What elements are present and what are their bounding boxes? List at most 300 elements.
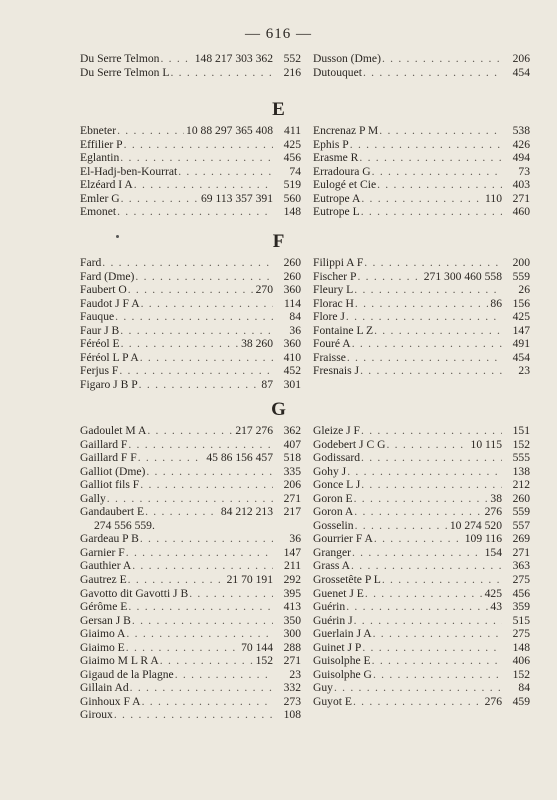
- entry-name: Gavotto dit Gavotti J B: [80, 586, 189, 600]
- index-entry: [80, 532, 301, 546]
- index-entry: [313, 546, 530, 560]
- entry-name: Galliot (Dme): [80, 464, 146, 478]
- entry-last-page: 216: [283, 65, 301, 79]
- entry-last-page: 413: [283, 600, 301, 614]
- index-entry: [80, 695, 301, 709]
- dot-leader: [125, 546, 273, 560]
- index-entry: [80, 256, 301, 270]
- entry-last-page: 147: [283, 545, 301, 559]
- index-entry: [313, 324, 530, 338]
- index-entry: [313, 492, 530, 506]
- entry-last-page: 108: [283, 708, 301, 722]
- index-entry: [313, 451, 530, 465]
- entry-name: Gonce L J: [313, 478, 361, 492]
- entry-last-page: 271: [283, 491, 301, 505]
- entry-name: Emler G: [80, 191, 120, 205]
- entry-last-page: 200: [512, 256, 530, 269]
- entry-last-page: 456: [283, 151, 301, 165]
- entry-page-refs: 84 212 213: [220, 505, 273, 519]
- entry-last-page: 271: [283, 654, 301, 668]
- entry-last-page: 36: [289, 532, 301, 546]
- entry-name: Guyot E: [313, 694, 352, 708]
- entry-name: Giaimo M L R A: [80, 654, 159, 668]
- entry-last-page: 552: [283, 52, 301, 65]
- index-entry: [80, 297, 301, 311]
- entry-last-page: 23: [289, 667, 301, 681]
- dot-leader: [119, 324, 273, 338]
- entry-last-page: 217: [283, 505, 301, 519]
- section-letter-f: F: [272, 231, 285, 252]
- entry-name: Garnier F: [80, 545, 125, 559]
- entry-name: Ebneter: [80, 124, 117, 137]
- index-entry: [80, 178, 301, 192]
- index-entry: [313, 614, 530, 628]
- dot-leader: [353, 283, 502, 297]
- entry-last-page: 360: [283, 337, 301, 351]
- entry-name: Guerlain J A: [313, 627, 372, 641]
- entry-page-refs: 148 217 303 362: [194, 52, 273, 65]
- index-entry: [313, 297, 530, 311]
- index-entry: [313, 478, 530, 492]
- index-entry: [313, 668, 530, 682]
- entry-name: Eulogé et Cie: [313, 178, 377, 192]
- index-entry: [313, 587, 530, 601]
- dot-leader: [177, 165, 273, 179]
- index-entry: [313, 310, 530, 324]
- index-entry: [313, 627, 530, 641]
- entry-last-page: 26: [518, 283, 530, 297]
- dot-leader: [114, 310, 273, 324]
- entry-last-page: 362: [283, 424, 301, 437]
- dot-leader: [360, 478, 502, 492]
- entry-name: Gourrier F A: [313, 532, 373, 546]
- entry-name: Gosselin: [313, 518, 354, 532]
- entry-page-refs: 217 276: [235, 424, 273, 437]
- entry-page-refs: 69 113 357 391: [200, 191, 273, 205]
- dot-leader: [372, 668, 502, 682]
- dot-leader: [146, 424, 233, 438]
- entry-last-page: 152: [512, 667, 530, 681]
- entry-name: Du Serre Telmon L: [80, 65, 170, 79]
- index-entry: [313, 532, 530, 546]
- entry-name: Filippi A F: [313, 256, 364, 269]
- e-left-column: [80, 124, 301, 219]
- dot-leader: [131, 559, 273, 573]
- entry-name: Faur J B: [80, 323, 120, 337]
- entry-last-page: 518: [283, 451, 301, 465]
- index-entry: [80, 165, 301, 179]
- index-entry: [80, 66, 301, 80]
- entry-last-page: 156: [512, 296, 530, 310]
- entry-page-refs: 70 144: [241, 640, 273, 654]
- dot-leader: [371, 654, 502, 668]
- e-right-column: [313, 124, 530, 219]
- index-entry: [313, 695, 530, 709]
- entry-name: Ferjus F: [80, 364, 119, 378]
- entry-name: Guenet J E: [313, 586, 364, 600]
- dot-leader: [376, 178, 502, 192]
- dot-leader: [385, 438, 468, 452]
- dot-leader: [354, 297, 489, 311]
- entry-name: Gautrez E: [80, 573, 127, 587]
- entry-name: Fleury L: [313, 283, 354, 297]
- index-entry: [80, 654, 301, 668]
- entry-last-page: 23: [518, 364, 530, 378]
- index-entry: [313, 270, 530, 284]
- entry-page-refs: 110: [485, 191, 502, 205]
- index-entry: [80, 668, 301, 682]
- dot-leader: [144, 505, 219, 519]
- entry-name: Flore J: [313, 310, 345, 324]
- entry-last-page: 456: [512, 586, 530, 600]
- d-left-column: [80, 52, 301, 79]
- dot-leader: [159, 654, 254, 668]
- entry-name: Fouré A: [313, 337, 351, 351]
- dot-leader: [145, 465, 273, 479]
- entry-last-page: 560: [283, 191, 301, 205]
- entry-name: Gohy J: [313, 464, 347, 478]
- index-entry: [313, 424, 530, 438]
- entry-name: Faudot J F A: [80, 296, 140, 310]
- entry-last-page: 335: [283, 464, 301, 478]
- entry-name: Gaillard F F: [80, 451, 137, 465]
- g-left-column: [80, 424, 301, 722]
- dot-leader: [346, 351, 502, 365]
- dot-leader: [350, 559, 502, 573]
- dot-leader: [125, 627, 273, 641]
- g-right-column: [313, 424, 530, 708]
- index-entry: [80, 52, 301, 66]
- entry-last-page: 360: [283, 283, 301, 297]
- entry-page-refs: 10 88 297 365 408: [186, 124, 273, 137]
- index-entry: [80, 378, 301, 392]
- dot-leader: [352, 695, 483, 709]
- dot-leader: [349, 138, 502, 152]
- entry-name: Goron A: [313, 505, 354, 519]
- index-entry: [80, 324, 301, 338]
- index-entry: [80, 424, 301, 438]
- dot-leader: [333, 681, 502, 695]
- entry-page-refs: 10 274 520: [449, 518, 502, 532]
- index-entry: [80, 310, 301, 324]
- entry-name: Florac H: [313, 296, 354, 310]
- entry-last-page: 494: [512, 151, 530, 165]
- entry-last-page: 148: [283, 205, 301, 219]
- index-entry: [80, 559, 301, 573]
- entry-last-page: 84: [289, 310, 301, 324]
- entry-name: Guisolphe G: [313, 667, 372, 681]
- entry-name: Féréol L P A: [80, 350, 139, 364]
- entry-name: Giroux: [80, 708, 113, 722]
- index-entry: [313, 52, 530, 66]
- index-entry-continuation: 274 556 559.: [94, 518, 155, 532]
- entry-last-page: 411: [284, 124, 301, 137]
- dot-leader: [120, 337, 240, 351]
- entry-last-page: 114: [284, 296, 301, 310]
- entry-page-refs: 45 86 156 457: [206, 451, 273, 465]
- section-letter-e: E: [272, 99, 285, 120]
- entry-name: Godissard: [313, 451, 361, 465]
- dot-leader: [138, 378, 260, 392]
- dot-leader: [127, 283, 254, 297]
- entry-last-page: 426: [512, 137, 530, 151]
- entry-name: Eutrope A: [313, 191, 361, 205]
- index-entry: [80, 641, 301, 655]
- entry-last-page: 491: [512, 337, 530, 351]
- entry-last-page: 406: [512, 654, 530, 668]
- entry-last-page: 211: [284, 559, 301, 573]
- entry-page-refs: 276: [484, 694, 502, 708]
- dot-leader: [363, 256, 502, 270]
- index-entry: [80, 614, 301, 628]
- entry-last-page: 288: [283, 640, 301, 654]
- index-entry: [80, 465, 301, 479]
- entry-last-page: 275: [512, 627, 530, 641]
- dot-leader: [346, 465, 502, 479]
- dot-leader: [364, 587, 483, 601]
- entry-last-page: 538: [512, 124, 530, 137]
- entry-last-page: 212: [512, 478, 530, 492]
- entry-last-page: 206: [512, 52, 530, 65]
- index-entry: [80, 205, 301, 219]
- entry-name: Gardeau P B: [80, 532, 139, 546]
- entry-name: Effilier P: [80, 137, 123, 151]
- entry-name: Dutouquet: [313, 65, 362, 79]
- dot-leader: [354, 519, 448, 533]
- dot-leader: [361, 641, 502, 655]
- index-entry: [80, 364, 301, 378]
- index-entry: [313, 205, 530, 219]
- entry-last-page: 363: [512, 559, 530, 573]
- entry-last-page: 359: [512, 600, 530, 614]
- entry-last-page: 425: [512, 310, 530, 324]
- index-entry: [80, 573, 301, 587]
- dot-leader: [353, 614, 502, 628]
- dot-leader: [351, 546, 483, 560]
- dot-leader: [358, 151, 502, 165]
- entry-name: Faubert O: [80, 283, 127, 297]
- entry-last-page: 292: [283, 573, 301, 587]
- dot-leader: [141, 695, 273, 709]
- index-entry: [313, 138, 530, 152]
- entry-name: Fraisse: [313, 350, 346, 364]
- entry-name: Eglantin: [80, 151, 120, 165]
- dot-leader: [113, 708, 273, 722]
- entry-last-page: 350: [283, 613, 301, 627]
- index-entry: [313, 505, 530, 519]
- entry-last-page: 557: [512, 518, 530, 532]
- index-entry: [313, 364, 530, 378]
- entry-last-page: 84: [518, 681, 530, 695]
- dot-leader: [139, 351, 273, 365]
- entry-name: Du Serre Telmon: [80, 52, 160, 65]
- entry-last-page: 452: [283, 364, 301, 378]
- index-entry: [313, 600, 530, 614]
- dot-leader: [345, 310, 502, 324]
- dot-leader: [129, 681, 273, 695]
- entry-page-refs: 271 300 460 558: [423, 269, 502, 283]
- index-entry: [80, 151, 301, 165]
- index-entry: [80, 600, 301, 614]
- entry-last-page: 559: [512, 505, 530, 519]
- dot-leader: [371, 165, 502, 179]
- entry-last-page: 260: [283, 269, 301, 283]
- entry-name: Fresnais J: [313, 364, 360, 378]
- entry-name: Guérin: [313, 600, 346, 614]
- entry-name: Fischer P: [313, 269, 357, 283]
- dot-leader: [139, 532, 273, 546]
- dot-leader: [373, 324, 502, 338]
- dot-leader: [119, 151, 273, 165]
- entry-name: Fauque: [80, 310, 115, 324]
- entry-name: Ginhoux F A: [80, 694, 141, 708]
- entry-last-page: 460: [512, 205, 530, 219]
- index-entry: [80, 138, 301, 152]
- dot-leader: [373, 532, 463, 546]
- entry-last-page: 147: [512, 323, 530, 337]
- dot-leader: [118, 364, 273, 378]
- dot-leader: [127, 438, 273, 452]
- index-entry: [80, 681, 301, 695]
- entry-page-refs: 276: [484, 505, 502, 519]
- entry-name: Guinet J P: [313, 640, 362, 654]
- entry-page-refs: 152: [255, 654, 273, 668]
- index-entry: [313, 681, 530, 695]
- dot-leader: [139, 478, 273, 492]
- entry-last-page: 301: [283, 377, 301, 391]
- entry-name: Ephis P: [313, 137, 349, 151]
- entry-name: Guy: [313, 681, 333, 695]
- dot-leader: [372, 627, 502, 641]
- entry-name: Giaimo A: [80, 627, 126, 641]
- page-number: — 616 —: [245, 26, 312, 42]
- entry-last-page: 74: [289, 164, 301, 178]
- entry-last-page: 260: [283, 256, 301, 269]
- index-entry: [80, 438, 301, 452]
- dot-leader: [353, 492, 489, 506]
- index-entry: [80, 627, 301, 641]
- dot-leader: [359, 364, 502, 378]
- entry-last-page: 425: [283, 137, 301, 151]
- entry-last-page: 271: [512, 191, 530, 205]
- entry-name: Godebert J C G: [313, 437, 386, 451]
- entry-last-page: 273: [283, 694, 301, 708]
- entry-name: Erradoura G: [313, 164, 371, 178]
- entry-name: Grossetête P L: [313, 573, 381, 587]
- index-entry: [313, 178, 530, 192]
- entry-name: Guisolphe E: [313, 654, 371, 668]
- dot-leader: [106, 492, 273, 506]
- entry-name: Gigaud de la Plagne: [80, 667, 174, 681]
- index-entry: [313, 283, 530, 297]
- index-entry: [80, 505, 301, 519]
- dot-leader: [159, 52, 192, 66]
- entry-name: Gauthier A: [80, 559, 132, 573]
- dot-leader: [123, 138, 273, 152]
- dot-leader: [381, 573, 502, 587]
- dot-leader: [188, 587, 273, 601]
- index-entry: [80, 283, 301, 297]
- dot-leader: [351, 337, 502, 351]
- entry-page-refs: 10 115: [470, 437, 502, 451]
- entry-name: Encrenaz P M: [313, 124, 379, 137]
- index-entry: [80, 587, 301, 601]
- entry-name: Emonet: [80, 205, 117, 219]
- index-entry: [80, 546, 301, 560]
- dot-leader: [381, 52, 502, 66]
- entry-last-page: 410: [283, 350, 301, 364]
- entry-last-page: 300: [283, 627, 301, 641]
- entry-page-refs: 87: [261, 377, 273, 391]
- dot-leader: [169, 66, 273, 80]
- entry-page-refs: 38 260: [241, 337, 273, 351]
- index-entry: [80, 492, 301, 506]
- entry-name: Gleize J F: [313, 424, 361, 437]
- entry-name: Fontaine L Z: [313, 323, 374, 337]
- index-entry: [313, 351, 530, 365]
- index-entry: [80, 478, 301, 492]
- entry-last-page: 275: [512, 573, 530, 587]
- entry-name: Figaro J B P: [80, 377, 138, 391]
- index-entry: [313, 124, 530, 138]
- entry-last-page: 36: [289, 323, 301, 337]
- index-entry: [313, 192, 530, 206]
- entry-name: Fard (Dme): [80, 269, 135, 283]
- entry-last-page: 555: [512, 451, 530, 465]
- entry-name: Erasme R: [313, 151, 359, 165]
- index-entry: [313, 641, 530, 655]
- entry-last-page: 260: [512, 491, 530, 505]
- dot-leader: [127, 600, 273, 614]
- dot-leader: [127, 573, 225, 587]
- entry-page-refs: 109 116: [464, 532, 502, 546]
- entry-last-page: 403: [512, 178, 530, 192]
- entry-name: Gandaubert E: [80, 505, 145, 519]
- entry-last-page: 269: [512, 532, 530, 546]
- dot-leader: [360, 192, 483, 206]
- d-right-column: [313, 52, 530, 79]
- entry-last-page: 454: [512, 350, 530, 364]
- entry-page-refs: 38: [490, 491, 502, 505]
- index-entry: [313, 519, 530, 533]
- entry-name: Elzéard I A: [80, 178, 133, 192]
- entry-name: Gaillard F: [80, 437, 128, 451]
- entry-name: Galliot fils F: [80, 478, 140, 492]
- index-entry: [313, 465, 530, 479]
- entry-last-page: 138: [512, 464, 530, 478]
- entry-name: Grass A: [313, 559, 351, 573]
- dot-leader: [116, 205, 273, 219]
- entry-last-page: 515: [512, 613, 530, 627]
- index-entry: [313, 559, 530, 573]
- dot-leader: [125, 641, 239, 655]
- dot-leader: [116, 124, 184, 138]
- entry-page-refs: 425: [484, 586, 502, 600]
- index-entry: [313, 337, 530, 351]
- dot-leader: [101, 256, 273, 270]
- entry-name: El-Hadj-ben-Kourrat: [80, 164, 178, 178]
- entry-last-page: 271: [512, 545, 530, 559]
- entry-name: Gillain Ad: [80, 681, 129, 695]
- index-entry: [313, 165, 530, 179]
- dot-leader: [360, 424, 502, 438]
- entry-last-page: 152: [512, 437, 530, 451]
- entry-name: Goron E: [313, 491, 353, 505]
- entry-name: Féréol E: [80, 337, 120, 351]
- index-entry: [80, 708, 301, 722]
- dot-leader: [360, 205, 502, 219]
- index-entry: [313, 573, 530, 587]
